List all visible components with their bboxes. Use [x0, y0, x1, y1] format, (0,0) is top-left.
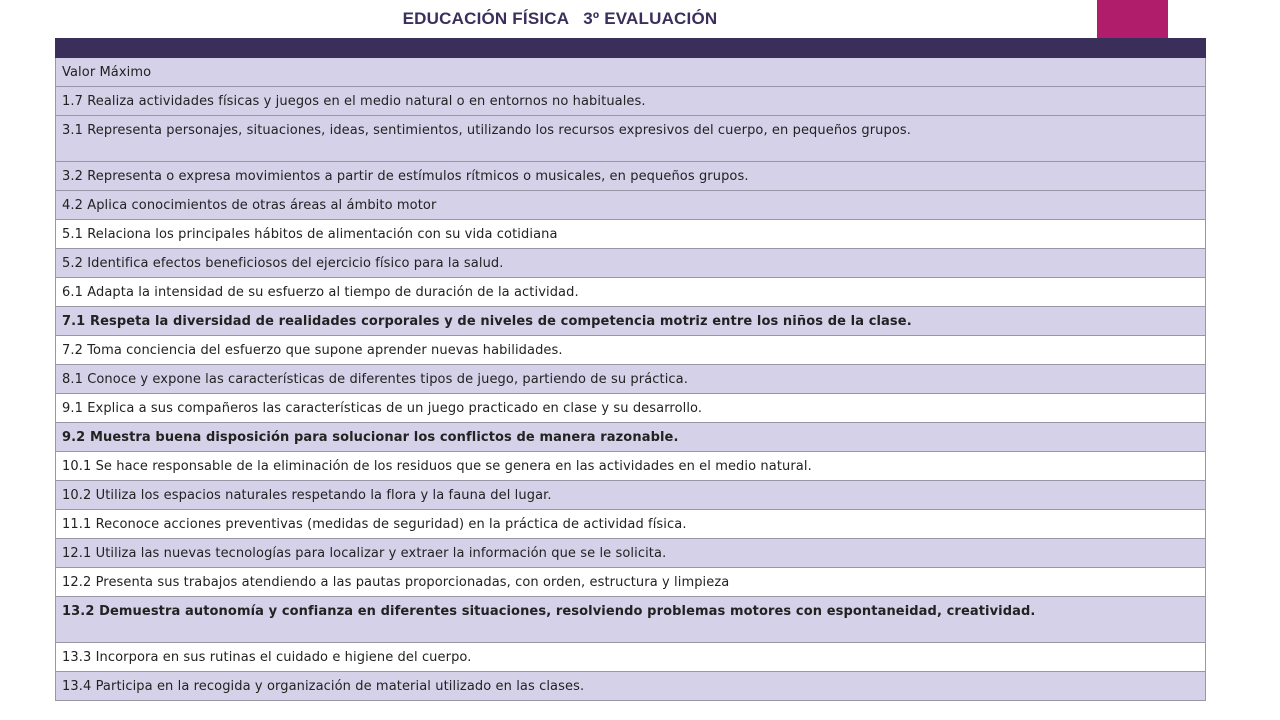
table-row [56, 87, 1206, 116]
table-row [56, 220, 1206, 249]
criteria-table [55, 38, 1206, 701]
table-row [56, 162, 1206, 191]
table-row [56, 249, 1206, 278]
criterion-cell: 12.2 Presenta sus trabajos atendiendo a las pautas proporcionadas, con orden, estructura y limpieza [56, 568, 1206, 597]
criterion-cell: 8.1 Conoce y expone las características de diferentes tipos de juego, partiendo de su práctica. [56, 365, 1206, 394]
table-row [56, 365, 1206, 394]
criterion-cell: Valor Máximo [56, 58, 1206, 87]
criterion-cell: 1.7 Realiza actividades físicas y juegos en el medio natural o en entornos no habituales. [56, 87, 1206, 116]
table-row [56, 278, 1206, 307]
criterion-cell: 11.1 Reconoce acciones preventivas (medidas de seguridad) en la práctica de actividad física. [56, 510, 1206, 539]
table-row [56, 597, 1206, 643]
table-row [56, 481, 1206, 510]
table-row [56, 336, 1206, 365]
table-row [56, 539, 1206, 568]
table-row [56, 423, 1206, 452]
table-header-row [56, 39, 1206, 58]
table-row [56, 191, 1206, 220]
criterion-cell: 13.4 Participa en la recogida y organización de material utilizado en las clases. [56, 672, 1206, 701]
table-row [56, 394, 1206, 423]
criterion-cell: 9.2 Muestra buena disposición para solucionar los conflictos de manera razonable. [56, 423, 1206, 452]
criterion-cell: 3.2 Representa o expresa movimientos a partir de estímulos rítmicos o musicales, en pequeños grupos. [56, 162, 1206, 191]
criterion-cell: 10.1 Se hace responsable de la eliminación de los residuos que se genera en las actividades en el medio natural. [56, 452, 1206, 481]
table-header-cell [56, 39, 1206, 58]
criterion-cell: 5.1 Relaciona los principales hábitos de alimentación con su vida cotidiana [56, 220, 1206, 249]
table-row [56, 672, 1206, 701]
title-evaluation: 3º EVALUACIÓN [583, 9, 718, 28]
criterion-cell: 5.2 Identifica efectos beneficiosos del ejercicio físico para la salud. [56, 249, 1206, 278]
criterion-cell: 6.1 Adapta la intensidad de su esfuerzo al tiempo de duración de la actividad. [56, 278, 1206, 307]
table-row [56, 116, 1206, 162]
criterion-cell: 7.1 Respeta la diversidad de realidades corporales y de niveles de competencia motriz entre los niños de la clase. [56, 307, 1206, 336]
criterion-cell: 7.2 Toma conciencia del esfuerzo que supone aprender nuevas habilidades. [56, 336, 1206, 365]
accent-block [1097, 0, 1168, 38]
criterion-cell: 13.2 Demuestra autonomía y confianza en diferentes situaciones, resolviendo problemas motores con espontaneidad, creatividad. [56, 597, 1206, 643]
table-row [56, 643, 1206, 672]
criterion-cell: 10.2 Utiliza los espacios naturales respetando la flora y la fauna del lugar. [56, 481, 1206, 510]
page-title [0, 9, 1120, 29]
criterion-cell: 9.1 Explica a sus compañeros las características de un juego practicado en clase y su desarrollo. [56, 394, 1206, 423]
criterion-cell: 4.2 Aplica conocimientos de otras áreas al ámbito motor [56, 191, 1206, 220]
table-row [56, 452, 1206, 481]
table-row [56, 307, 1206, 336]
criterion-cell: 13.3 Incorpora en sus rutinas el cuidado e higiene del cuerpo. [56, 643, 1206, 672]
table-row [56, 510, 1206, 539]
criterion-cell: 3.1 Representa personajes, situaciones, ideas, sentimientos, utilizando los recursos expresivos del cuerpo, en pequeños grupos. [56, 116, 1206, 162]
table-row [56, 568, 1206, 597]
table-row [56, 58, 1206, 87]
title-subject: EDUCACIÓN FÍSICA [402, 9, 570, 28]
criterion-cell: 12.1 Utiliza las nuevas tecnologías para localizar y extraer la información que se le solicita. [56, 539, 1206, 568]
